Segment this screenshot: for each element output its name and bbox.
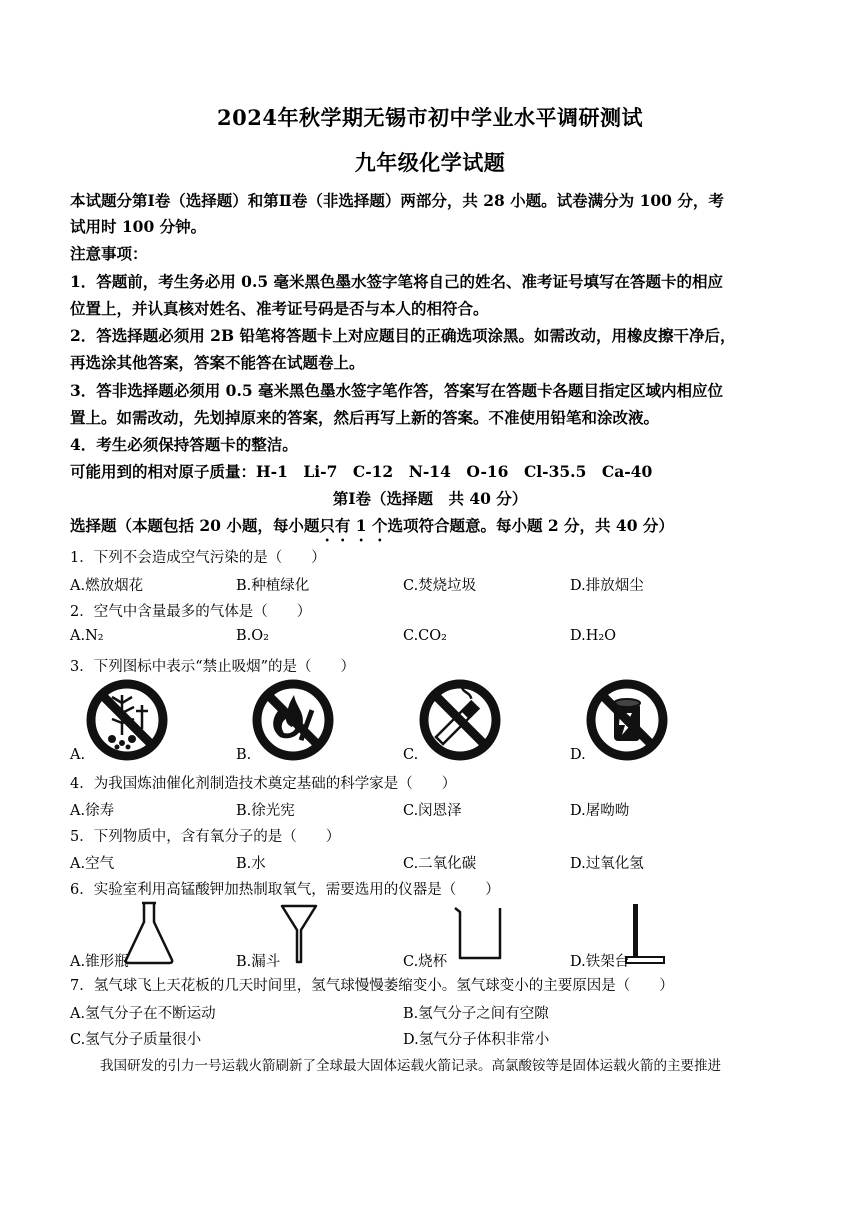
no-open-flame-icon (250, 677, 336, 767)
q4-option-d: D.屠呦呦 (570, 803, 630, 819)
q1-option-c: C.焚烧垃圾 (403, 578, 477, 594)
intro-line-1: 本试题分第Ⅰ卷（选择题）和第Ⅱ卷（非选择题）两部分，共 28 小题。试卷满分为 100 分，考 (70, 191, 724, 210)
notice-2a: 2．答选择题必须用 2B 铅笔将答题卡上对应题目的正确选项涂黑。如需改动，用橡皮擦干净后， (70, 326, 736, 345)
q3-option-b[interactable]: B. (236, 747, 252, 763)
q4-option-a: A.徐寿 (70, 803, 115, 819)
q5-option-b: B.水 (236, 856, 266, 872)
notice-1a: 1．答题前，考生务必用 0.5 毫米黑色墨水签字笔将自己的姓名、准考证号填写在答题卡的相应 (70, 272, 724, 291)
page-subtitle: 九年级化学试题 (354, 150, 506, 175)
q4-option-b: B.徐光宪 (236, 803, 295, 819)
funnel-icon (279, 902, 319, 968)
notice-1b: 位置上，并认真核对姓名、准考证号码是否与本人的相符合。 (70, 299, 489, 318)
question-6-stem: 6．实验室利用高锰酸钾加热制取氧气，需要选用的仪器是（ ） (70, 882, 500, 898)
no-smoking-icon (417, 677, 503, 767)
q6-option-a: A.锥形瓶 (70, 954, 129, 970)
notice-3b: 置上。如需改动，先划掉原来的答案，然后再写上新的答案。不准使用铅笔和涂改液。 (70, 408, 660, 427)
q5-option-d: D.过氧化氢 (570, 856, 644, 872)
q3-option-a[interactable]: A. (70, 747, 86, 763)
question-3-stem: 3．下列图标中表示“禁止吸烟”的是（ ） (70, 659, 356, 675)
question-2-stem: 2．空气中含量最多的气体是（ ） (70, 604, 312, 620)
q3-option-d[interactable]: D. (570, 747, 586, 763)
q7-option-d: D.氢气分子体积非常小 (403, 1032, 550, 1048)
q1-option-d: D.排放烟尘 (570, 578, 644, 594)
notice-4: 4．考生必须保持答题卡的整洁。 (70, 435, 298, 454)
no-explosives-icon (584, 677, 670, 767)
q5-option-c: C.二氧化碳 (403, 856, 477, 872)
intro-line-2: 试用时 100 分钟。 (70, 217, 207, 236)
question-5-stem: 5．下列物质中，含有氧分子的是（ ） (70, 829, 341, 845)
page-title: 2024年秋学期无锡市初中学业水平调研测试 (217, 105, 643, 130)
atomic-masses: 可能用到的相对原子质量：H-1 Li-7 C-12 N-14 O-16 Cl-35.5 Ca-40 (70, 462, 653, 481)
emphasis-dots: 只有 1 个 (319, 516, 388, 535)
notice-3a: 3．答非选择题必须用 0.5 毫米黑色墨水签字笔作答，答案写在答题卡各题目指定区域内相应位 (70, 381, 724, 400)
notice-label: 注意事项： (70, 244, 148, 263)
section-instructions: 选择题（本题包括 20 小题，每小题只有 1 个选项符合题意。每小题 2 分，共 40 分） (70, 516, 674, 535)
q3-option-c[interactable]: C. (403, 747, 419, 763)
q2-option-a: A.N₂ (70, 628, 104, 644)
q4-option-c: C.闵恩泽 (403, 803, 462, 819)
q2-option-b: B.O₂ (236, 628, 269, 644)
q2-option-d: D.H₂O (570, 628, 617, 644)
q7-option-a: A.氢气分子在不断运动 (70, 1006, 216, 1022)
q6-option-d: D.铁架台 (570, 954, 630, 970)
q7-option-c: C.氢气分子质量很小 (70, 1032, 202, 1048)
q7-option-b: B.氢气分子之间有空隙 (403, 1006, 549, 1022)
q6-option-c: C.烧杯 (403, 954, 448, 970)
reading-passage: 我国研发的引力一号运载火箭刷新了全球最大固体运载火箭记录。高氯酸铵等是固体运载火箭的主要推进 (100, 1058, 721, 1074)
question-4-stem: 4．为我国炼油催化剂制造技术奠定基础的科学家是（ ） (70, 776, 457, 792)
q1-option-b: B.种植绿化 (236, 578, 310, 594)
no-fireworks-icon (84, 677, 170, 767)
question-7-stem: 7．氢气球飞上天花板的几天时间里，氢气球慢慢萎缩变小。氢气球变小的主要原因是（ ） (70, 978, 674, 994)
q1-option-a: A.燃放烟花 (70, 578, 144, 594)
notice-2b: 再选涂其他答案，答案不能答在试题卷上。 (70, 353, 365, 372)
conical-flask-icon (122, 900, 176, 970)
q2-option-c: C.CO₂ (403, 628, 447, 644)
question-1-stem: 1．下列不会造成空气污染的是（ ） (70, 550, 326, 566)
q5-option-a: A.空气 (70, 856, 115, 872)
q6-option-b: B.漏斗 (236, 954, 281, 970)
beaker-icon (452, 904, 506, 966)
section-title: 第Ⅰ卷（选择题 共 40 分） (332, 489, 528, 508)
